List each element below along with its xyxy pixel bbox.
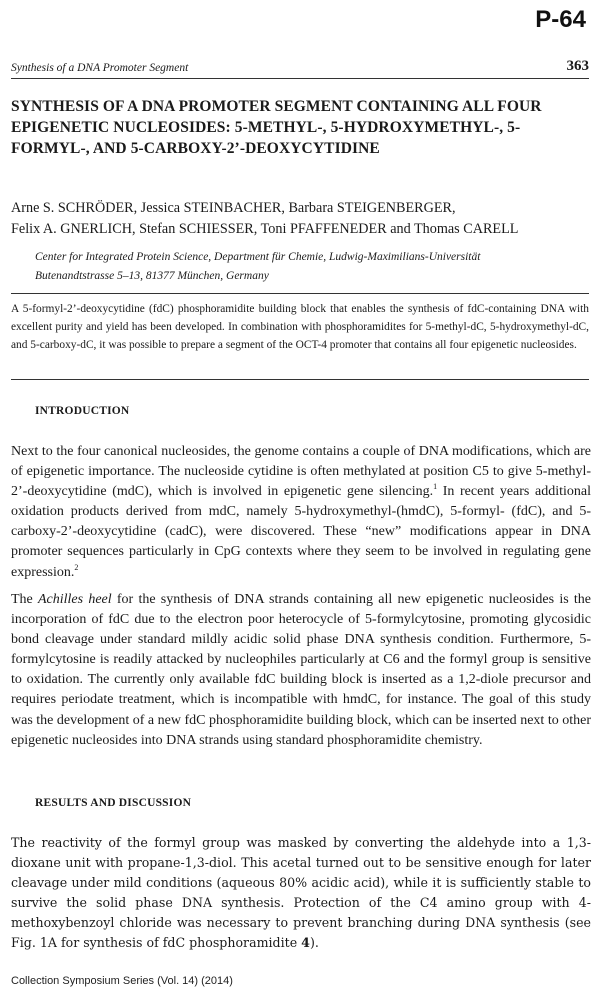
intro-p1-text-2: In recent years additional oxidation products derived from mdC, namely 5-hydroxymethyl-(hmdC), 5-formyl- (fdC), and 5-carboxy-2’-deoxycytidine (cadC), were discovered. These “new” modifications appear in DNA promoter sequences particularly in CpG contexts where they seem to be involved in regulating gene expression.: [11, 484, 591, 580]
footer: Collection Symposium Series (Vol. 14) (2014): [11, 975, 233, 987]
poster-id: P-64: [535, 6, 586, 33]
reference-2: 2: [74, 562, 79, 572]
results-paragraph-1: [11, 833, 591, 953]
author-line-2: Felix A. GNERLICH, Stefan SCHIESSER, Toni PFAFFENEDER and Thomas CARELL: [11, 221, 519, 237]
introduction-paragraph-2: [11, 590, 591, 751]
reference-1: 1: [433, 482, 438, 492]
running-title: Synthesis of a DNA Promoter Segment: [11, 62, 189, 74]
page-number: 363: [566, 58, 589, 74]
affiliation: [35, 248, 575, 286]
intro-p2-italic: Achilles heel: [38, 592, 112, 607]
intro-p2-text: for the synthesis of DNA strands containing all new epigenetic nucleosides is the incorporation of fdC due to the electron poor heterocycle of 5-formylcytosine, promoting glycosidic bond cleavage under standard mildly acidic solid phase DNA synthesis condition. Furthermore, 5-formylcytosine is readily attacked by nucleophiles particularly at C6 and the formyl group is sensitive to oxidation. The currently only available fdC building block is inserted as a 1,2-diole precursor and requires periodate treatment, which is incompatible with hmdC, for instance. The goal of this study was the development of a new fdC phosphoramidite building block, which can be inserted next to other epigenetic nucleosides into DNA strands using standard phosphoramidite chemistry.: [11, 592, 591, 748]
introduction-heading: INTRODUCTION: [35, 405, 130, 417]
results-heading: RESULTS AND DISCUSSION: [35, 797, 192, 809]
affiliation-line-2: Butenandtstrasse 5–13, 81377 München, Germany: [35, 270, 269, 282]
results-p1-end: ).: [309, 935, 319, 950]
intro-p1-text: Next to the four canonical nucleosides, the genome contains a couple of DNA modifications, which are of epigenetic importance. The nucleoside cytidine is often methylated at position C5 to give 5-methyl-2’-deoxycytidine (mdC), which is involved in epigenetic gene silencing.: [11, 444, 591, 500]
article-title: SYNTHESIS OF A DNA PROMOTER SEGMENT CONTAINING ALL FOUR EPIGENETIC NUCLEOSIDES: 5-METHYL-, 5-HYDROXYMETHYL-, 5-FORMYL-, AND 5-CARBOXY-2’-DEOXYCYTIDINE: [11, 98, 542, 157]
introduction-paragraph-1: [11, 442, 591, 583]
running-head: [11, 58, 589, 79]
intro-p2-pre: The: [11, 592, 38, 607]
results-p1-text: The reactivity of the formyl group was masked by converting the aldehyde into a 1,3-dioxane unit with propane-1,3-diol. This acetal turned out to be sensitive enough for later cleavage under mild conditions (aqueous 80% acidic acid), while it is sufficiently stable to survive the solid phase DNA synthesis. Protection of the C4 amino group with 4-methoxybenzoyl chloride was necessary to prevent branching during DNA synthesis (see Fig. 1A for synthesis of fdC phosphoramidite: [11, 835, 591, 950]
abstract-box: [11, 293, 589, 380]
compound-number: 4: [301, 935, 310, 950]
author-line-1: Arne S. SCHRÖDER, Jessica STEINBACHER, Barbara STEIGENBERGER,: [11, 200, 456, 216]
author-list: [11, 198, 591, 240]
affiliation-line-1: Center for Integrated Protein Science, Department für Chemie, Ludwig-Maximilians-Universität: [35, 251, 481, 263]
abstract-text: A 5-formyl-2’-deoxycytidine (fdC) phosphoramidite building block that enables the synthesis of fdC-containing DNA with excellent purity and yield has been developed. In combination with phosphoramidites for 5-methyl-dC, 5-hydroxymethyl-dC, and 5-carboxy-dC, it was possible to prepare a segment of the OCT-4 promoter that contains all four epigenetic nucleosides.: [11, 303, 589, 352]
